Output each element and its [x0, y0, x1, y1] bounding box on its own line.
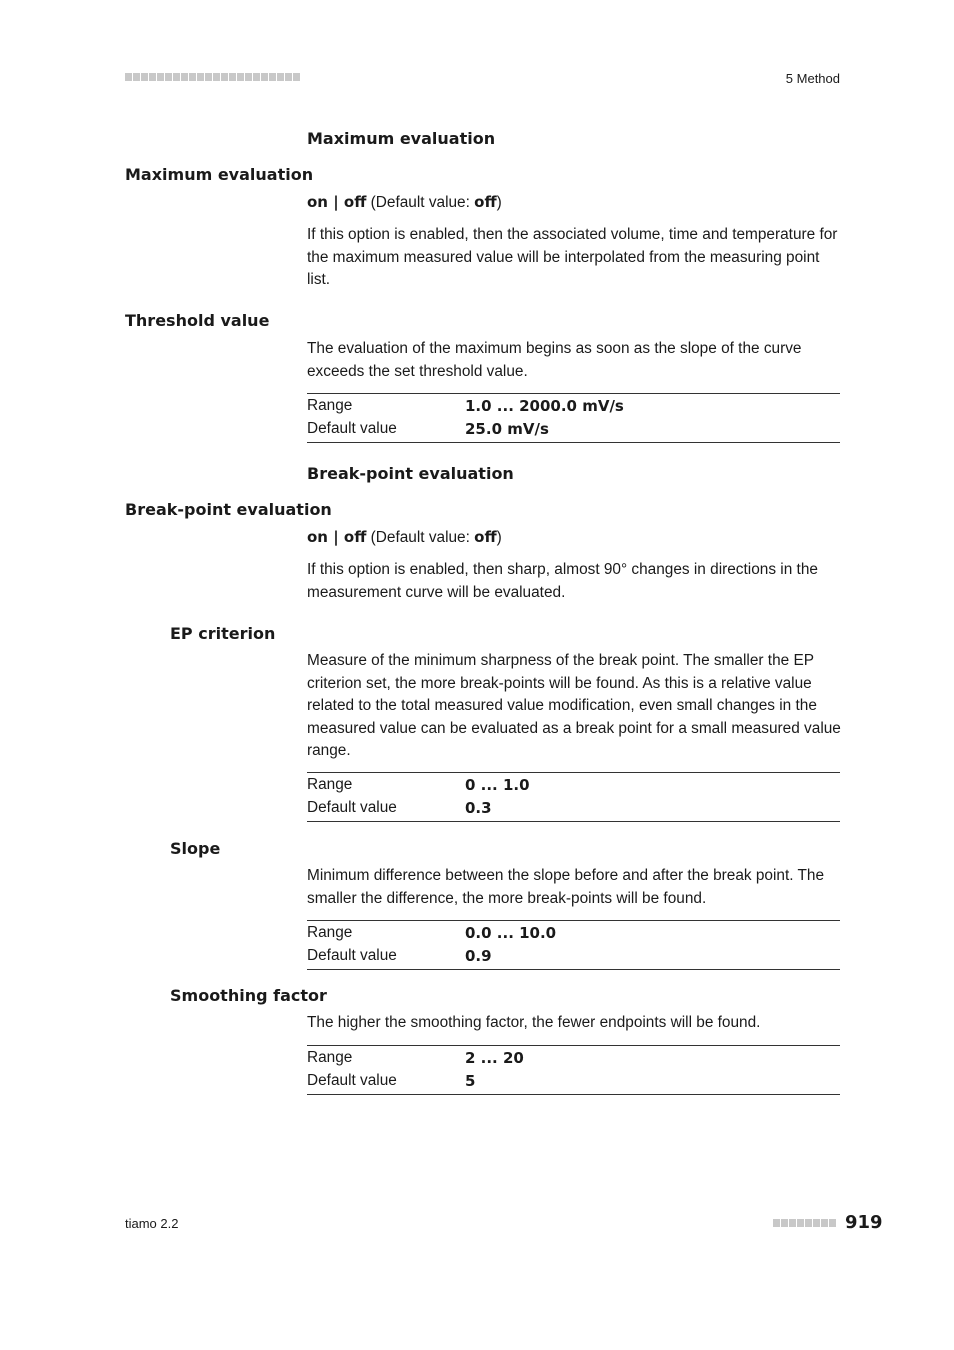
description-slope: Minimum difference between the slope before and after the break point. The smaller the difference, the more break-points will be found. — [307, 867, 825, 907]
option-default-prefix: (Default value: — [366, 194, 475, 211]
description-break-point: If this option is enabled, then sharp, almost 90° changes in directions in the measurement curve will be evaluated. — [307, 561, 818, 601]
param-title-slope: Slope — [170, 839, 221, 858]
table-row — [307, 1070, 840, 1093]
range-value: 0.0 ... 10.0 — [465, 924, 557, 943]
default-value: 0.9 — [465, 946, 492, 965]
range-label: Range — [307, 397, 353, 415]
default-value: 25.0 mV/s — [465, 419, 549, 438]
table-row — [307, 774, 840, 797]
param-title-ep-criterion: EP criterion — [170, 624, 276, 643]
option-suffix: ) — [496, 194, 502, 211]
table-row — [307, 922, 840, 945]
param-title-smoothing-factor: Smoothing factor — [170, 986, 327, 1005]
default-label: Default value — [307, 798, 397, 816]
default-value: 0.3 — [465, 798, 492, 817]
description-maximum: If this option is enabled, then the associated volume, time and temperature for the maximum measured value will be interpolated from the measuring point list. — [307, 226, 838, 288]
value-table-smoothing-factor — [307, 1045, 840, 1095]
option-default-prefix: (Default value: — [366, 529, 475, 546]
range-label: Range — [307, 924, 353, 942]
section-heading-maximum: Maximum evaluation — [307, 129, 496, 148]
option-values: on | off — [307, 193, 367, 211]
footer-decoration — [773, 1219, 836, 1227]
range-label: Range — [307, 1049, 353, 1067]
table-row — [307, 418, 840, 441]
section-heading-break-point: Break-point evaluation — [307, 464, 514, 483]
option-suffix: ) — [496, 529, 502, 546]
description-threshold: The evaluation of the maximum begins as soon as the slope of the curve exceeds the set threshold value. — [307, 340, 802, 380]
range-value: 1.0 ... 2000.0 mV/s — [465, 397, 624, 416]
option-line-maximum — [307, 193, 502, 212]
footer-app-version: tiamo 2.2 — [125, 1216, 179, 1231]
header-decoration — [125, 73, 307, 82]
description-ep-criterion: Measure of the minimum sharpness of the break point. The smaller the EP criterion set, the more break-points will be found. As this is a relative value related to the total measured value modification, even small changes in the measured value can be evaluated as a break point for a small measured value range. — [307, 652, 841, 759]
param-title-maximum-evaluation: Maximum evaluation — [125, 165, 314, 184]
default-label: Default value — [307, 1071, 397, 1089]
param-title-break-point-evaluation: Break-point evaluation — [125, 500, 332, 519]
table-row — [307, 395, 840, 418]
param-title-threshold: Threshold value — [125, 311, 270, 330]
default-value: 5 — [465, 1071, 476, 1090]
option-default: off — [474, 193, 497, 211]
value-table-threshold — [307, 393, 840, 443]
description-smoothing-factor: The higher the smoothing factor, the fewer endpoints will be found. — [307, 1014, 761, 1031]
range-value: 0 ... 1.0 — [465, 776, 530, 795]
page-number: 919 — [845, 1212, 883, 1233]
option-line-break-point — [307, 528, 502, 547]
range-label: Range — [307, 776, 353, 794]
table-row — [307, 945, 840, 968]
table-row — [307, 1047, 840, 1070]
value-table-ep-criterion — [307, 772, 840, 822]
default-label: Default value — [307, 419, 397, 437]
range-value: 2 ... 20 — [465, 1049, 524, 1068]
value-table-slope — [307, 920, 840, 970]
table-row — [307, 797, 840, 820]
option-default: off — [474, 528, 497, 546]
option-values: on | off — [307, 528, 367, 546]
chapter-title: 5 Method — [785, 71, 840, 86]
default-label: Default value — [307, 946, 397, 964]
